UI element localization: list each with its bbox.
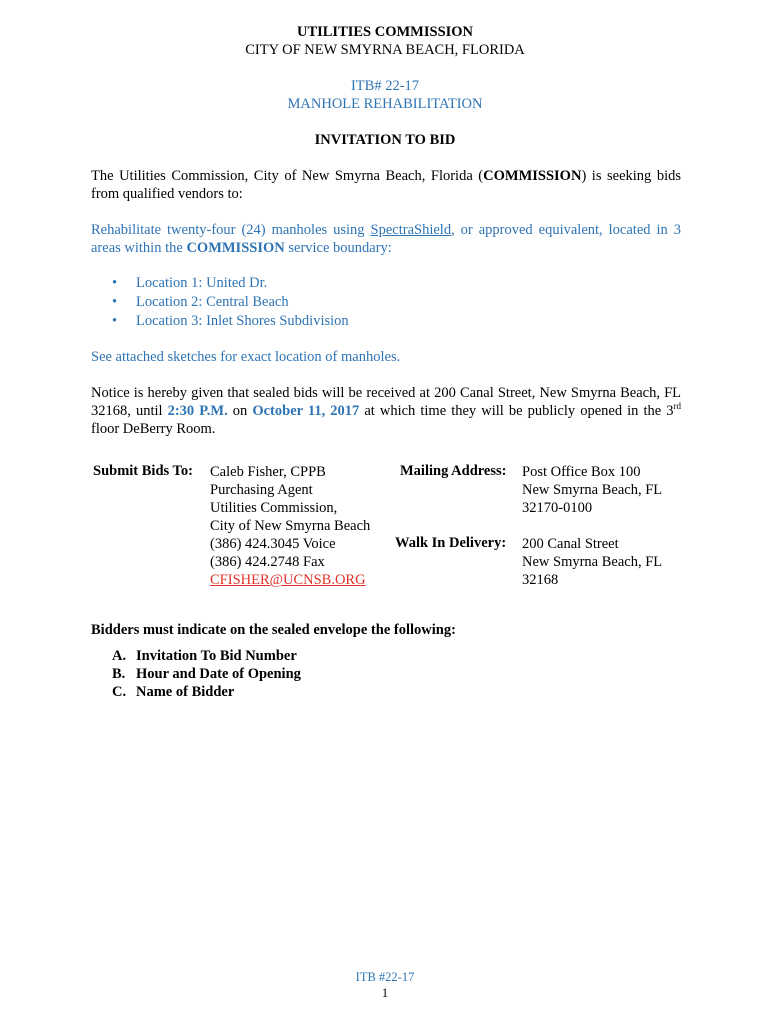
walkin-line: New Smyrna Beach, FL — [522, 554, 663, 570]
walkin-address — [522, 535, 662, 589]
list-item — [112, 274, 349, 293]
document-title: INVITATION TO BID — [314, 132, 456, 148]
mailing-address — [522, 463, 662, 517]
list-item — [112, 683, 301, 701]
opening-time: 2:30 P.M. — [167, 403, 228, 419]
opening-date: October 11, 2017 — [252, 403, 360, 419]
product-link[interactable]: SpectraShield — [370, 222, 452, 238]
intro-text: The Utilities Commission, City of New Smyrna Beach, Florida ( — [91, 168, 484, 184]
item-text: Hour and Date of Opening — [136, 666, 301, 682]
item-letter: B. — [112, 666, 126, 682]
page-number: 1 — [381, 986, 389, 1000]
envelope-list — [112, 647, 301, 701]
location-text: Location 1: United Dr. — [136, 275, 268, 291]
contact-city: City of New Smyrna Beach — [210, 518, 371, 534]
project-title: MANHOLE REHABILITATION — [287, 96, 483, 112]
scope-text: Rehabilitate twenty-four (24) manholes using — [91, 222, 371, 238]
item-letter: A. — [112, 648, 127, 664]
email-link[interactable]: CFISHER@UCNSB.ORG — [210, 572, 366, 588]
contact-fax: (386) 424.2748 Fax — [210, 554, 325, 570]
itb-number: ITB# 22-17 — [350, 78, 420, 94]
intro-commission: COMMISSION — [483, 168, 582, 184]
ordinal-suffix: rd — [673, 401, 682, 412]
location-list — [112, 274, 349, 331]
contact-phone: (386) 424.3045 Voice — [210, 536, 336, 552]
mailing-line: 32170-0100 — [522, 500, 593, 516]
bullet-icon: • — [112, 275, 118, 291]
notice-text: Notice is hereby given that sealed bids will be received at 200 Canal Street, New Smyrna Beach, FL 32168, until — [91, 385, 681, 419]
list-item — [112, 312, 349, 331]
org-heading: UTILITIES COMMISSION — [296, 24, 474, 40]
mailing-line: Post Office Box 100 — [522, 464, 641, 480]
notice-text-on: on — [227, 403, 253, 419]
submit-address — [210, 463, 370, 589]
scope-text-end: service boundary: — [284, 240, 392, 256]
walkin-label: Walk In Delivery: — [395, 535, 507, 551]
walkin-line: 200 Canal Street — [522, 536, 619, 552]
sketch-note: See attached sketches for exact location of manholes. — [91, 349, 401, 365]
contact-title: Purchasing Agent — [210, 482, 313, 498]
list-item — [112, 293, 349, 312]
notice-paragraph — [91, 384, 681, 438]
bullet-icon: • — [112, 313, 118, 329]
mailing-line: New Smyrna Beach, FL — [522, 482, 663, 498]
notice-text-mid: at which time they will be publicly opened in the 3 — [359, 403, 674, 419]
intro-text-end: ) is seeking bids from qualified vendors to: — [91, 168, 682, 202]
intro-paragraph — [91, 167, 681, 203]
list-item — [112, 647, 301, 665]
location-text: Location 2: Central Beach — [136, 294, 289, 310]
item-text: Name of Bidder — [136, 684, 235, 700]
list-item — [112, 665, 301, 683]
item-letter: C. — [112, 684, 127, 700]
scope-commission: COMMISSION — [186, 240, 285, 256]
notice-text-end: floor DeBerry Room. — [91, 421, 216, 437]
contact-name: Caleb Fisher, CPPB — [210, 464, 326, 480]
envelope-heading: Bidders must indicate on the sealed envelope the following: — [91, 622, 456, 638]
mailing-label: Mailing Address: — [400, 463, 507, 479]
item-text: Invitation To Bid Number — [136, 648, 297, 664]
footer-itb: ITB #22-17 — [355, 970, 415, 984]
city-heading: CITY OF NEW SMYRNA BEACH, FLORIDA — [245, 42, 525, 58]
contact-org: Utilities Commission, — [210, 500, 338, 516]
walkin-line: 32168 — [522, 572, 559, 588]
scope-text-mid: , or approved equivalent, located in 3 areas within the — [91, 222, 681, 256]
submit-label: Submit Bids To: — [93, 463, 193, 479]
scope-paragraph — [91, 221, 681, 257]
location-text: Location 3: Inlet Shores Subdivision — [136, 313, 349, 329]
bullet-icon: • — [112, 294, 118, 310]
